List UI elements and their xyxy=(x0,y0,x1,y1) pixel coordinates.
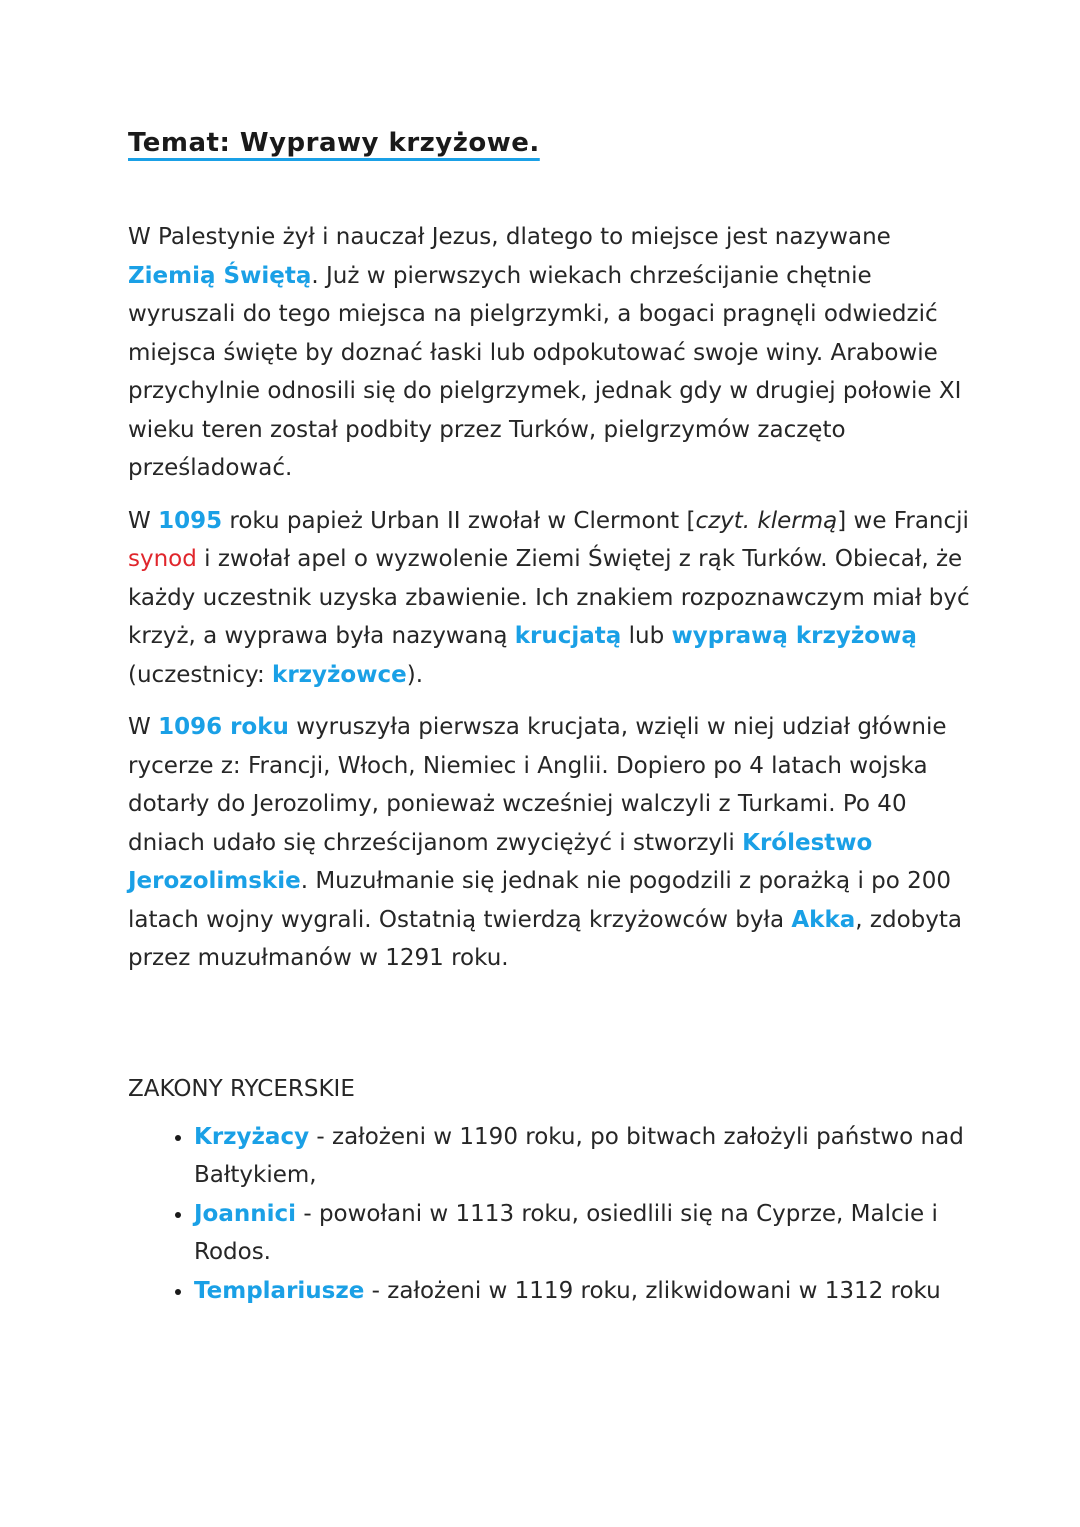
list-item xyxy=(194,1195,978,1272)
order-name: Krzyżacy xyxy=(194,1123,310,1150)
order-description: - powołani w 1113 roku, osiedlili się na Cyprze, Malcie i Rodos. xyxy=(194,1200,938,1265)
paragraph-holy-land xyxy=(128,218,978,488)
text: , zdobyta przez muzułmanów w 1291 roku. xyxy=(128,906,962,971)
text: . Już w pierwszych wiekach chrześcijanie chętnie wyruszali do tego miejsca na pielgrzymki, a bogaci pragnęli odwiedzić miejsca święte by doznać łaski lub odpokutować swoje winy. Arabowie przychylnie odnosili się do pielgrzymek, jednak gdy w drugiej połowie XI wieku teren został podbity przez Turków, pielgrzymów zaczęto prześladować. xyxy=(128,262,962,481)
text: W Palestynie żył i nauczał Jezus, dlatego to miejsce jest nazywane xyxy=(128,224,891,250)
document-page xyxy=(128,128,978,1310)
order-description: - założeni w 1190 roku, po bitwach założyli państwo nad Bałtykiem, xyxy=(194,1123,964,1188)
highlight-term: krucjatą xyxy=(514,623,622,649)
text: (uczestnicy: xyxy=(128,661,273,688)
text: i zwołał apel o wyzwolenie Ziemi Świętej z rąk Turków. Obiecał, że każdy uczestnik uzyska zbawienie. Ich znakiem rozpoznawczym miał być krzyż, a wyprawa była nazywaną xyxy=(128,546,970,649)
paragraph-1096 xyxy=(128,708,978,978)
highlight-term: Akka xyxy=(791,906,856,933)
order-name: Joannici xyxy=(194,1200,297,1227)
highlight-term: Królestwo Jerozolimskie xyxy=(128,829,873,894)
text: W xyxy=(128,714,159,740)
section-title: ZAKONY RYCERSKIE xyxy=(128,1075,355,1102)
list-item xyxy=(194,1118,978,1195)
highlight-term: krzyżowce xyxy=(272,661,407,688)
highlight-year: 1096 roku xyxy=(158,714,289,740)
list-item xyxy=(194,1272,978,1311)
text: lub xyxy=(621,623,672,649)
paragraph-1095 xyxy=(128,502,978,695)
order-name: Templariusze xyxy=(194,1277,365,1304)
highlight-term: wyprawą krzyżową xyxy=(671,623,917,649)
highlight-term-red: synod xyxy=(128,546,197,572)
page-title: Temat: Wyprawy krzyżowe. xyxy=(128,128,540,158)
pronunciation-note: czyt. klermą xyxy=(695,507,838,534)
text: roku papież Urban II zwołał w Clermont [ xyxy=(222,507,696,534)
text: . Muzułmanie się jednak nie pogodzili z porażką i po 200 latach wojny wygrali. Ostatnią twierdzą krzyżowców była xyxy=(128,868,952,933)
orders-list xyxy=(128,1118,978,1311)
text: wyruszyła pierwsza krucjata, wzięli w niej udział głównie rycerze z: Francji, Włoch, Niemiec i Anglii. Dopiero po 4 latach wojska dotarły do Jerozolimy, ponieważ wcześniej walczyli z Turkami. Po 40 dniach udało się chrześcijanom zwyciężyć i stworzyli xyxy=(128,714,947,856)
text: W xyxy=(128,507,159,534)
text: ] we Francji xyxy=(837,507,969,534)
highlight-term: Ziemią Świętą xyxy=(128,262,312,289)
order-description: - założeni w 1119 roku, zlikwidowani w 1312 roku xyxy=(364,1277,941,1304)
text: ). xyxy=(406,661,424,688)
highlight-year: 1095 xyxy=(158,507,223,534)
